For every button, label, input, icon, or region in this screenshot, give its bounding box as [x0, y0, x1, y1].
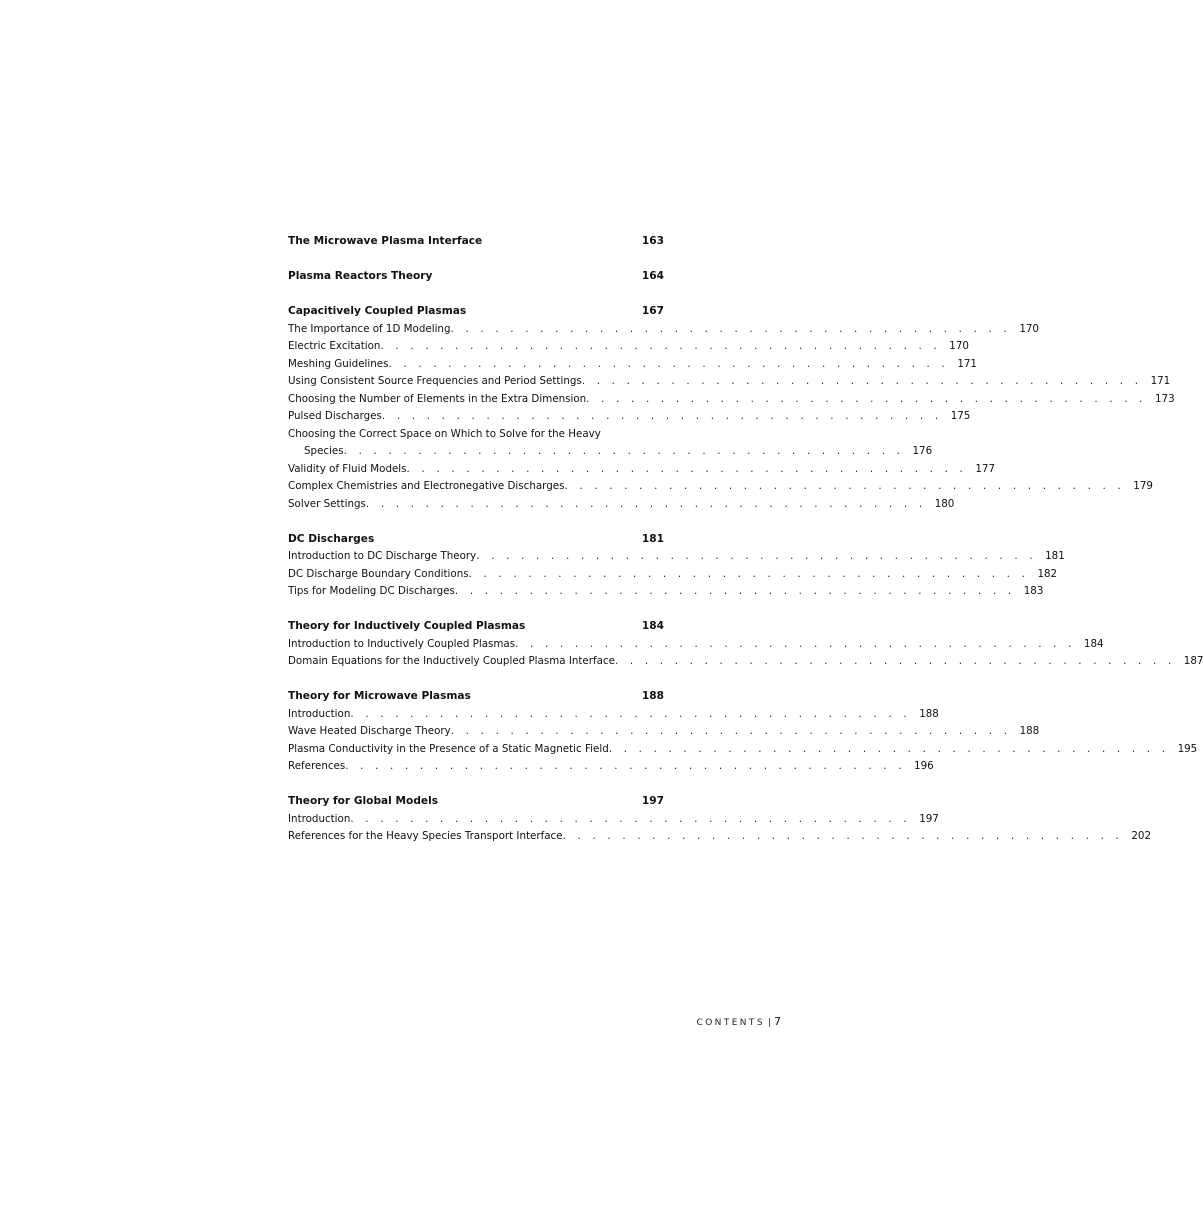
section-gap [288, 513, 664, 531]
toc-entry[interactable] [288, 636, 1104, 654]
entry-page-number: 183 [1023, 585, 1044, 597]
entry-title: Choosing the Number of Elements in the Extra Dimension [288, 392, 587, 405]
toc-section-heading[interactable] [288, 531, 664, 549]
toc-entry[interactable] [288, 478, 1153, 496]
toc-entry[interactable] [288, 443, 933, 461]
entry-page-number: 179 [1133, 480, 1153, 492]
toc-entry[interactable] [288, 811, 939, 829]
entry-page-number: 170 [949, 340, 969, 352]
entry-page-number: 180 [934, 497, 955, 510]
section-gap [288, 671, 664, 689]
entry-title: Introduction to Inductively Coupled Plasmas [288, 637, 516, 650]
footer-label: CONTENTS [696, 1018, 765, 1028]
entry-page-number: 197 [919, 812, 939, 825]
dot-leader: . . . . . . . . . . . . . . . . . . . . . . . . . . . . . . . . . . . . . . [343, 445, 905, 457]
section-gap [288, 601, 664, 619]
section-page-number: 164 [641, 270, 664, 282]
dot-leader: . . . . . . . . . . . . . . . . . . . . . . . . . . . . . . . . . . . . . . [450, 322, 1011, 335]
toc-section-heading[interactable] [288, 233, 664, 251]
section-page-number: 184 [641, 620, 664, 632]
entry-title: Domain Equations for the Inductively Coupled Plasma Interface [288, 655, 615, 667]
dot-leader: . . . . . . . . . . . . . . . . . . . . . . . . . . . . . . . . . . . . . . [381, 410, 943, 422]
entry-title: DC Discharge Boundary Conditions [288, 567, 469, 580]
entry-title: Introduction [288, 812, 351, 825]
section-title: Theory for Inductively Coupled Plasmas [288, 620, 526, 632]
dot-leader: . . . . . . . . . . . . . . . . . . . . . . . . . . . . . . . . . . . . . . [614, 655, 1176, 667]
toc-entry[interactable] [288, 566, 1058, 584]
footer-separator: | [767, 1018, 771, 1028]
entry-page-number: 182 [1037, 567, 1058, 580]
toc-section-heading[interactable] [288, 268, 664, 286]
section-page-number: 197 [641, 795, 664, 807]
section-page-number: 163 [641, 235, 664, 247]
entry-page-number: 188 [919, 707, 939, 720]
dot-leader: . . . . . . . . . . . . . . . . . . . . . . . . . . . . . . . . . . . . . . [350, 707, 911, 720]
entry-page-number: 171 [957, 357, 977, 370]
section-title: The Microwave Plasma Interface [288, 235, 483, 247]
page-footer [697, 1015, 781, 1028]
entry-title: The Importance of 1D Modeling [288, 322, 451, 335]
entry-title: Using Consistent Source Frequencies and Period Settings [288, 375, 582, 387]
entry-page-number: 188 [1019, 725, 1040, 737]
entry-page-number: 181 [1045, 550, 1065, 562]
entry-page-number: 195 [1177, 742, 1198, 755]
section-gap [288, 251, 664, 269]
entry-title: Introduction [288, 707, 351, 720]
table-of-contents [288, 233, 1203, 846]
entry-page-number: 173 [1155, 392, 1175, 405]
toc-entry[interactable] [288, 741, 1198, 759]
section-page-number: 188 [641, 690, 664, 702]
dot-leader: . . . . . . . . . . . . . . . . . . . . . . . . . . . . . . . . . . . . . . [586, 392, 1147, 405]
entry-title: Introduction to DC Discharge Theory [288, 550, 477, 562]
toc-entry[interactable] [288, 356, 977, 374]
toc-section-heading[interactable] [288, 688, 664, 706]
section-page-number: 167 [641, 305, 664, 317]
toc-section-heading[interactable] [288, 303, 664, 321]
dot-leader: . . . . . . . . . . . . . . . . . . . . . . . . . . . . . . . . . . . . . . [476, 550, 1037, 562]
section-title: DC Discharges [288, 532, 375, 545]
toc-entry[interactable] [288, 461, 996, 479]
dot-leader: . . . . . . . . . . . . . . . . . . . . . . . . . . . . . . . . . . . . . . [454, 585, 1016, 597]
entry-page-number: 196 [914, 760, 934, 772]
dot-leader: . . . . . . . . . . . . . . . . . . . . . . . . . . . . . . . . . . . . . . [450, 725, 1012, 737]
entry-page-number: 177 [975, 462, 996, 475]
section-page-number: 181 [641, 532, 664, 545]
toc-entry[interactable] [288, 391, 1175, 409]
entry-title: Complex Chemistries and Electronegative Discharges [288, 480, 565, 492]
dot-leader: . . . . . . . . . . . . . . . . . . . . . . . . . . . . . . . . . . . . . . [365, 497, 927, 510]
section-title: Theory for Global Models [288, 795, 439, 807]
page-number: 7 [774, 1015, 781, 1028]
toc-entry[interactable] [288, 548, 1065, 566]
toc-section-heading[interactable] [288, 793, 664, 811]
entry-title: Electric Excitation [288, 340, 381, 352]
entry-page-number: 171 [1150, 375, 1171, 387]
section-title: Theory for Microwave Plasmas [288, 690, 471, 702]
toc-entry[interactable] [288, 653, 1203, 671]
dot-leader: . . . . . . . . . . . . . . . . . . . . . . . . . . . . . . . . . . . . . . [388, 357, 949, 370]
dot-leader: . . . . . . . . . . . . . . . . . . . . . . . . . . . . . . . . . . . . . . [350, 812, 911, 825]
dot-leader: . . . . . . . . . . . . . . . . . . . . . . . . . . . . . . . . . . . . . . [515, 637, 1076, 650]
dot-leader: . . . . . . . . . . . . . . . . . . . . . . . . . . . . . . . . . . . . . . [468, 567, 1030, 580]
entry-page-number: 170 [1019, 322, 1039, 335]
entry-title: References [288, 760, 346, 772]
entry-title: Species [304, 445, 344, 457]
section-title: Capacitively Coupled Plasmas [288, 305, 467, 317]
dot-leader: . . . . . . . . . . . . . . . . . . . . . . . . . . . . . . . . . . . . . . [380, 340, 941, 352]
entry-title: Meshing Guidelines [288, 357, 389, 370]
entry-title: Solver Settings [288, 497, 366, 510]
toc-entry[interactable] [288, 321, 1039, 339]
entry-title: Validity of Fluid Models [288, 462, 407, 475]
toc-entry[interactable] [288, 723, 1040, 741]
entry-page-number: 184 [1083, 637, 1104, 650]
section-gap [288, 286, 664, 304]
entry-title: References for the Heavy Species Transport Interface [288, 830, 563, 842]
dot-leader: . . . . . . . . . . . . . . . . . . . . . . . . . . . . . . . . . . . . . . [581, 375, 1143, 387]
entry-title: Plasma Conductivity in the Presence of a Static Magnetic Field [288, 742, 609, 755]
dot-leader: . . . . . . . . . . . . . . . . . . . . . . . . . . . . . . . . . . . . . . [406, 462, 968, 475]
dot-leader: . . . . . . . . . . . . . . . . . . . . . . . . . . . . . . . . . . . . . . [345, 760, 906, 772]
entry-page-number: 175 [950, 410, 971, 422]
dot-leader: . . . . . . . . . . . . . . . . . . . . . . . . . . . . . . . . . . . . . . [608, 742, 1170, 755]
toc-section-heading[interactable] [288, 618, 664, 636]
toc-entry[interactable] [288, 758, 934, 776]
dot-leader: . . . . . . . . . . . . . . . . . . . . . . . . . . . . . . . . . . . . . . [562, 830, 1124, 842]
dot-leader: . . . . . . . . . . . . . . . . . . . . . . . . . . . . . . . . . . . . . . [564, 480, 1125, 492]
toc-entry[interactable] [288, 583, 1044, 601]
toc-entry[interactable] [288, 706, 939, 724]
toc-entry[interactable] [288, 496, 955, 514]
entry-page-number: 202 [1131, 830, 1152, 842]
toc-entry[interactable] [288, 408, 971, 426]
entry-title: Tips for Modeling DC Discharges [288, 585, 455, 597]
entry-title: Pulsed Discharges [288, 410, 382, 422]
toc-entry[interactable] [288, 828, 1152, 846]
entry-title: Wave Heated Discharge Theory [288, 725, 451, 737]
entry-page-number: 187 [1183, 655, 1203, 667]
toc-entry-first-line[interactable]: Choosing the Correct Space on Which to Solve for the Heavy [288, 427, 601, 440]
toc-entry[interactable] [288, 338, 969, 356]
entry-page-number: 176 [912, 445, 933, 457]
toc-entry[interactable] [288, 373, 1171, 391]
section-title: Plasma Reactors Theory [288, 270, 433, 282]
section-gap [288, 776, 664, 794]
